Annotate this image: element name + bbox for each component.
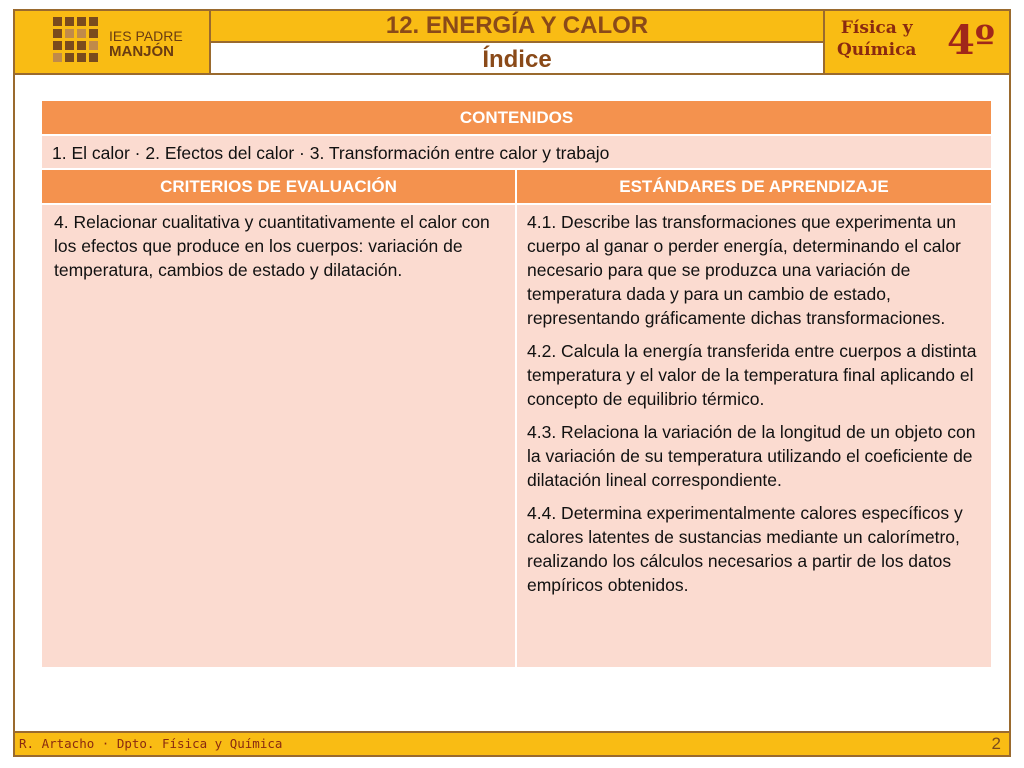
header-bottom-rule (15, 73, 1009, 75)
logo-text-line2: MANJÓN (109, 43, 175, 60)
school-logo (15, 11, 209, 73)
contents-header: CONTENIDOS (42, 101, 991, 134)
standards-cell (517, 205, 991, 667)
subject-line1: Física y (840, 18, 913, 38)
standard-item: 4.3. Relaciona la variación de la longitud de un objeto con la variación de su temperatura utilizando el coeficiente de dilatación lineal correspondiente. (527, 422, 976, 490)
footer-bar (15, 731, 1009, 755)
criteria-cell: 4. Relacionar cualitativa y cuantitativamente el calor con los efectos que produce en los cuerpos: variación de temperatura, cambios de estado y dilatación. (42, 205, 515, 667)
contents-cell: 1. El calor · 2. Efectos del calor · 3. Transformación entre calor y trabajo (42, 136, 991, 168)
grade-label: 4º (947, 17, 995, 64)
header-center (211, 11, 823, 73)
subject-line2: Química (837, 40, 917, 60)
logo-text-line1: IES PADRE (109, 28, 183, 44)
criteria-header: CRITERIOS DE EVALUACIÓN (42, 170, 515, 203)
logo-grid-icon (53, 17, 103, 67)
page-subtitle: Índice (211, 44, 823, 74)
standard-item: 4.1. Describe las transformaciones que experimenta un cuerpo al ganar o perder energía, determinando el calor necesario para que se produzca una variación de temperatura dada y para un cambio de estado, representando gráficamente dichas transformaciones. (527, 212, 961, 328)
standard-item: 4.2. Calcula la energía transferida entre cuerpos a distinta temperatura y el valor de la temperatura final aplicando el concepto de equilibrio térmico. (527, 341, 977, 409)
page-number: 2 (991, 734, 1001, 753)
page-title: 12. ENERGÍA Y CALOR (211, 11, 823, 43)
footer-author: R. Artacho · Dpto. Física y Química (19, 736, 283, 751)
subject-badge (825, 11, 1009, 73)
standard-item: 4.4. Determina experimentalmente calores específicos y calores latentes de sustancias mediante un calorímetro, realizando los cálculos necesarios a partir de los datos empíricos obtenidos. (527, 503, 963, 595)
standards-header: ESTÁNDARES DE APRENDIZAJE (517, 170, 991, 203)
